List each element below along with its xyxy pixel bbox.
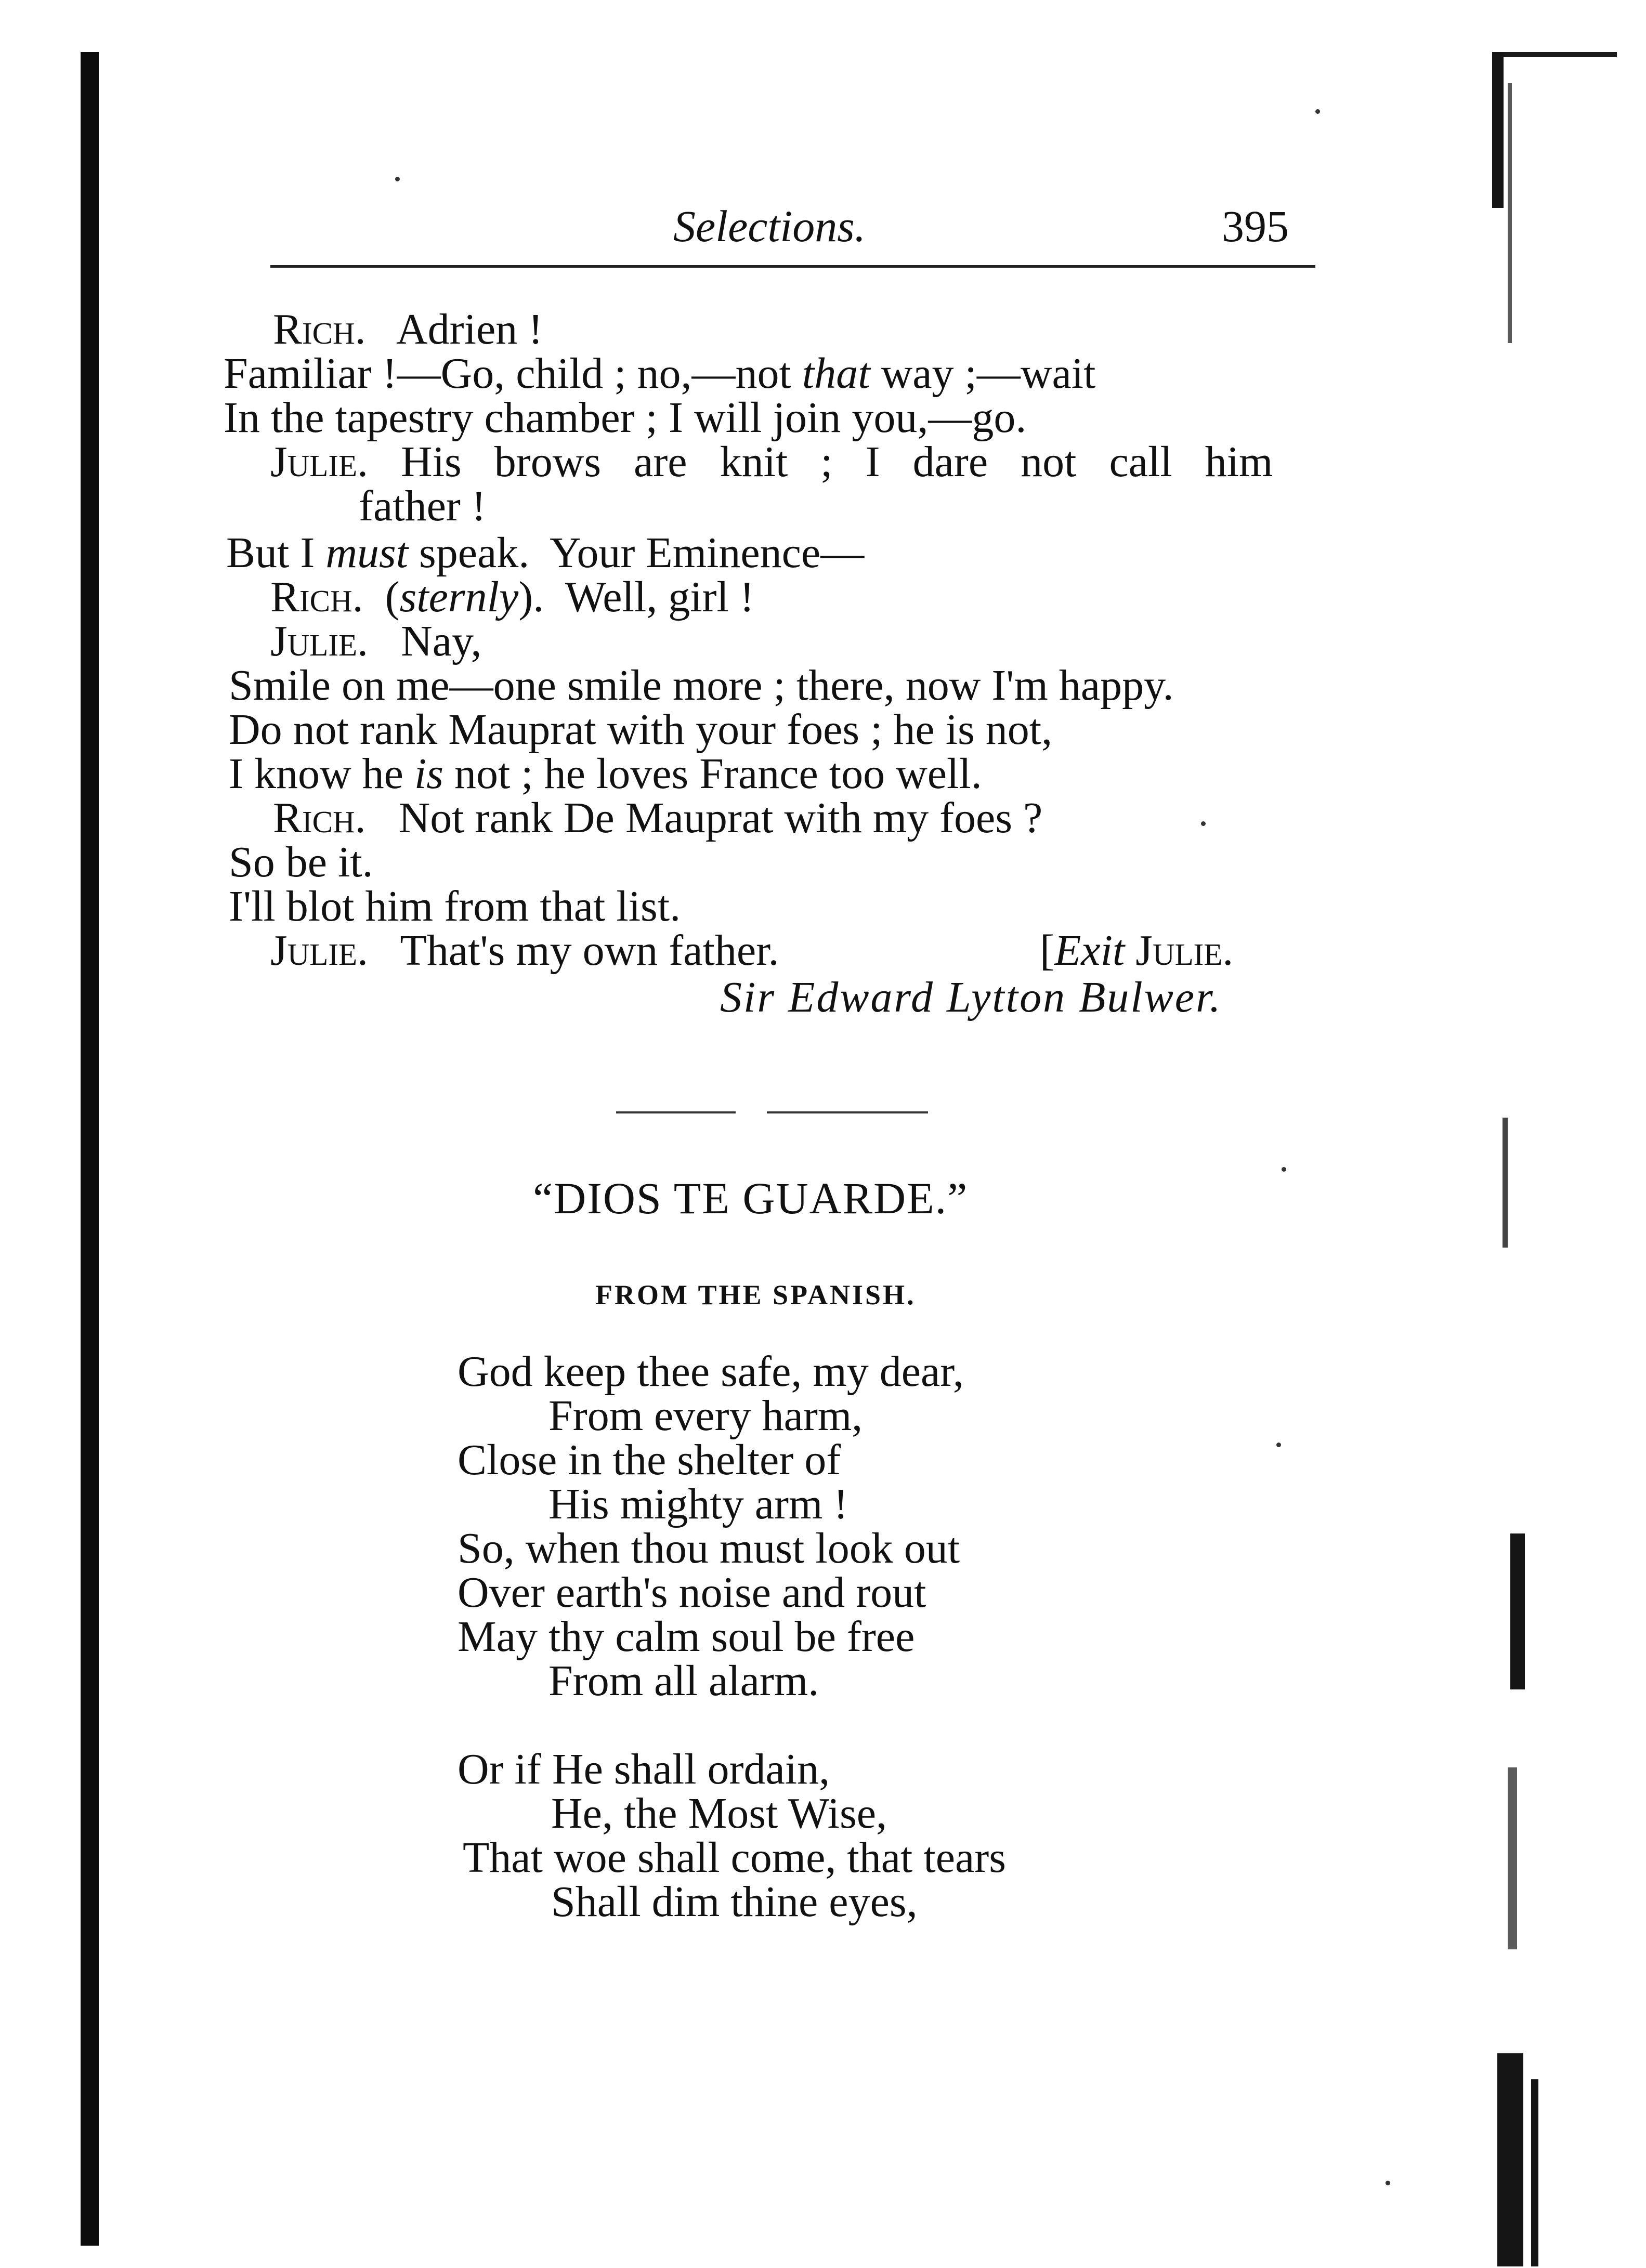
dialogue-line: Rich. (sternly). Well, girl ! (270, 573, 754, 621)
dialogue-line: Julie. Nay, (270, 617, 482, 665)
poem-line: From all alarm. (548, 1657, 819, 1705)
speaker-name: Rich. (273, 305, 366, 353)
dialogue-line: So be it. (229, 838, 373, 886)
dialogue-line: Do not rank Mauprat with your foes ; he is not, (229, 705, 1053, 754)
scan-edge-left (81, 52, 99, 2246)
dialogue-line: Julie. His brows are knit ; I dare not call him (270, 438, 1273, 486)
dialogue-line: I know he is not ; he loves France too well. (229, 750, 982, 798)
dialogue-line: In the tapestry chamber ; I will join you,—go. (224, 394, 1027, 442)
speaker-name: Rich. (270, 573, 363, 621)
dialogue-line: Smile on me—one smile more ; there, now I'm happy. (229, 661, 1174, 710)
speaker-name: Rich. (273, 794, 366, 842)
poem-line: Over earth's noise and rout (458, 1568, 926, 1617)
dialogue-line: Rich. Not rank De Mauprat with my foes ? (273, 794, 1043, 842)
speaker-name: Julie. (270, 617, 369, 665)
dialogue-line: Julie. That's my own father. (270, 926, 779, 975)
dialogue-line: Rich. Adrien ! (273, 305, 543, 353)
dialogue-line: But I must speak. Your Eminence— (226, 529, 865, 577)
poem-line: His mighty arm ! (548, 1480, 848, 1528)
running-header: Selections. (673, 201, 866, 251)
speaker-name: Julie. (270, 438, 369, 486)
poem-line: Close in the shelter of (458, 1436, 841, 1484)
poem-line: Or if He shall ordain, (458, 1745, 830, 1793)
author-attribution: Sir Edward Lytton Bulwer. (720, 973, 1222, 1021)
poem-line: God keep thee safe, my dear, (458, 1347, 964, 1396)
section-divider (616, 1111, 736, 1113)
poem-title: “DIOS TE GUARDE.” (533, 1173, 969, 1223)
poem-line: That woe shall come, that tears (463, 1833, 1006, 1882)
poem-line: From every harm, (548, 1392, 863, 1440)
poem-subtitle: FROM THE SPANISH. (595, 1279, 916, 1310)
poem-line: He, the Most Wise, (551, 1789, 887, 1838)
poem-line: Shall dim thine eyes, (551, 1878, 918, 1926)
poem-line: So, when thou must look out (458, 1524, 960, 1572)
header-rule (270, 265, 1315, 268)
scan-edge-right (1487, 52, 1612, 2266)
poem-line: May thy calm soul be free (458, 1612, 915, 1661)
stage-direction: [Exit Julie. (1040, 926, 1234, 975)
speaker-name: Julie. (270, 926, 369, 975)
dialogue-line: Familiar !—Go, child ; no,—not that way ;—wait (224, 349, 1096, 398)
section-divider (767, 1111, 928, 1113)
dialogue-line: father ! (359, 482, 486, 530)
dialogue-line: I'll blot him from that list. (229, 882, 681, 930)
page-number: 395 (1222, 201, 1289, 251)
